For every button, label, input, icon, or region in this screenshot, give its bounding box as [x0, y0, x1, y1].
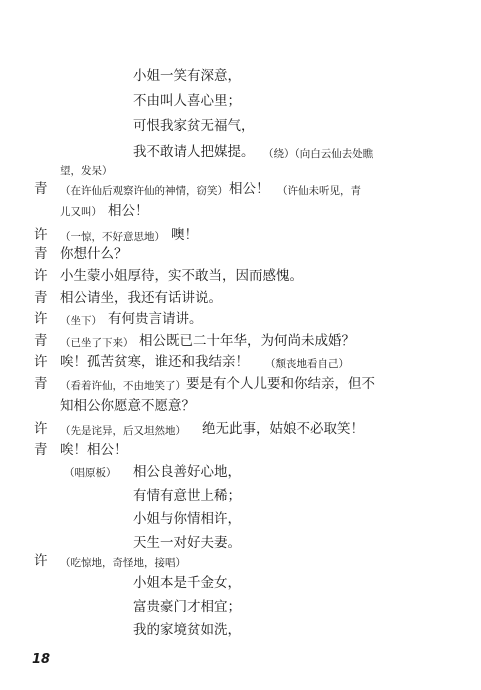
stage-direction: （许仙未听见，青 [277, 185, 361, 197]
dialogue-text: 相公！ [229, 181, 270, 197]
dialogue-text: 小生蒙小姐厚待，实不敢当，因而感愧。 [60, 268, 303, 284]
dialogue-text: 相公既已二十年华，为何尚未成婚？ [139, 333, 355, 349]
verse-2-line-4: 天生一对好夫妻。 [133, 535, 241, 551]
speaker-label: 青 [34, 290, 48, 306]
verse-2-line-3: 小姐与你情相许， [133, 511, 241, 527]
verse-1-line-2: 不由叫人喜心里； [133, 93, 241, 109]
speaker-label: 青 [34, 333, 48, 349]
speaker-label: 许 [34, 227, 48, 243]
verse-3-line-2: 富贵豪门才相宜； [133, 599, 241, 615]
dialogue-text: 相公请坐，我还有话讲说。 [60, 290, 222, 306]
page-number: 18 [32, 652, 51, 667]
verse-2-line-2: 有情有意世上稀； [133, 488, 241, 504]
speaker-label: 青 [34, 181, 48, 197]
verse-3-line-3: 我的家境贫如洗， [133, 622, 241, 638]
speaker-label: 青 [34, 376, 48, 392]
dialogue-text-cont: 相公！ [108, 203, 149, 219]
speaker-label: 许 [34, 421, 48, 437]
dialogue-text: 绝无此事，姑娘不必取笑！ [202, 421, 364, 437]
speaker-label: 青 [34, 246, 48, 262]
speaker-label: 许 [34, 268, 48, 284]
stage-direction: （看着许仙，不由地笑了） [60, 380, 186, 392]
dialogue-text: 你想什么？ [60, 246, 128, 262]
verse-1-line-3: 可恨我家贫无福气， [133, 118, 255, 134]
speaker-label: 许 [34, 553, 48, 569]
verse-3-line-1: 小姐本是千金女， [133, 575, 241, 591]
aria-label: （唱原板） [64, 467, 117, 479]
verse-2-line-1: 相公良善好心地， [133, 464, 241, 480]
verse-1-stage-direction: （绕）（向白云仙去处瞧 [263, 148, 374, 160]
stage-direction: （一惊，不好意思地） [60, 231, 165, 243]
speaker-label: 青 [34, 442, 48, 458]
stage-direction: （在许仙后观察许仙的神情，窃笑） [60, 185, 228, 197]
dialogue-text: 噢！ [171, 227, 198, 243]
dialogue-text: 有何贵言请讲。 [108, 311, 203, 327]
dialogue-text: 要是有个人儿要和你结亲，但不 [186, 376, 375, 392]
stage-direction-cont: 儿又叫） [60, 206, 102, 218]
speaker-label: 许 [34, 311, 48, 327]
stage-direction: （坐下） [60, 315, 102, 327]
dialogue-text: 唉！相公！ [60, 442, 128, 458]
stage-direction: （先是诧异，后又坦然地） [60, 425, 186, 437]
dialogue-text-cont: 知相公你愿意不愿意？ [60, 398, 195, 414]
stage-direction: （吃惊地，奇怪地，接唱） [60, 557, 186, 569]
speaker-label: 许 [34, 354, 48, 370]
verse-1-line-4: 我不敢请人把媒提。 [133, 144, 255, 160]
stage-direction: （已坐了下来） [60, 337, 134, 349]
verse-1-stage-direction-cont: 望，发呆） [60, 165, 113, 177]
dialogue-text: 唉！孤苦贫寒，谁还和我结亲！ [60, 354, 249, 370]
verse-1-line-1: 小姐一笑有深意， [133, 68, 241, 84]
stage-direction: （颓丧地看自己） [265, 358, 349, 370]
